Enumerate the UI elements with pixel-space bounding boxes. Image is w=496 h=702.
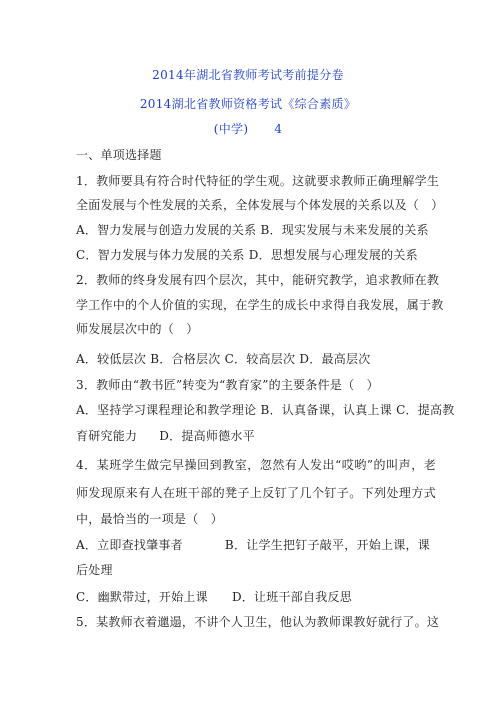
doc-subtitle: 2014湖北省教师资格考试《综合素质》 <box>139 97 357 111</box>
q2-stem-line-2: 学工作中的个人价值的实现，在学生的成长中求得自我发展，属于教 <box>76 298 444 312</box>
doc-subtitle-level <box>0 120 496 137</box>
q4-stem-line-1: 4．某班学生做完早操回到教室，忽然有人发出“哎哟”的叫声，老 <box>76 458 436 472</box>
section-heading: 一、单项选择题 <box>76 148 162 162</box>
q4-stem-line-3: 中，最恰当的一项是（ ） <box>76 512 224 526</box>
level-label: (中学) <box>213 122 249 136</box>
q1-stem-line-1: 1．教师要具有符合时代特征的学生观。这就要求教师正确理解学生 <box>76 174 440 188</box>
q5-stem-line-1: 5．某教师衣着邋遢，不讲个人卫生，他认为教师课教好就行了。这 <box>76 615 440 629</box>
q4-options-ab <box>76 536 436 553</box>
q2-stem-line-3: 师发展层次中的（ ） <box>76 322 199 336</box>
q1-options-ab: A．智力发展与创造力发展的关系 B．现实发展与未来发展的关系 <box>76 223 429 237</box>
q2-options: A．较低层次 B．合格层次 C．较高层次 D．最高层次 <box>76 352 371 366</box>
q4-option-b: B．让学生把钉子敲平，开始上课，课 <box>224 538 430 552</box>
q3-option-c-cont: 育研究能力 <box>76 429 138 443</box>
q1-options-cd: C．智力发展与体力发展的关系 D．思想发展与心理发展的关系 <box>76 248 418 262</box>
q3-options-line-1: A．坚持学习课程理论和教学理论 B．认真备课，认真上课 C．提高教 <box>76 403 455 417</box>
level-number: 4 <box>274 122 283 136</box>
q4-option-d: D．让班干部自我反思 <box>231 590 353 604</box>
q1-stem-line-2: 全面发展与个性发展的关系，全体发展与个体发展的关系以及（ ） <box>76 198 444 212</box>
doc-title: 2014年湖北省教师考试考前提分卷 <box>152 68 344 82</box>
q4-option-c: C．幽默带过，开始上课 <box>76 590 208 604</box>
q4-option-b-cont: 后处理 <box>76 563 113 577</box>
q2-stem-line-1: 2．教师的终身发展有四个层次，其中，能研究教学，追求教师在教 <box>76 273 440 287</box>
q4-option-a: A．立即查找肇事者 <box>76 538 183 552</box>
q3-options-line-2 <box>76 427 436 444</box>
q4-stem-line-2: 师发现原来有人在班干部的凳子上反钉了几个钉子。下列处理方式 <box>76 486 436 500</box>
q3-stem: 3．教师由“教书匠”转变为“教育家”的主要条件是（ ） <box>76 378 379 392</box>
q3-option-d: D．提高师德水平 <box>159 429 255 443</box>
q4-options-cd <box>76 588 436 605</box>
